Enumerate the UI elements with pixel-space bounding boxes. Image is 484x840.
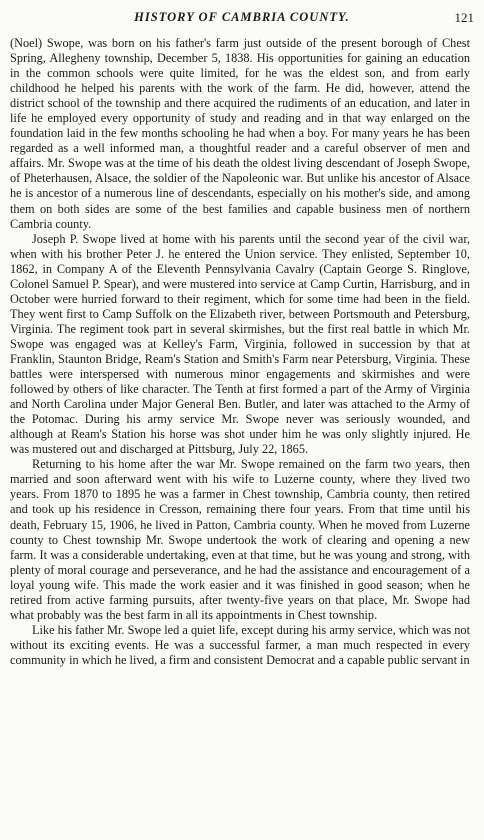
running-title: HISTORY OF CAMBRIA COUNTY. <box>134 10 350 24</box>
running-header <box>0 10 484 30</box>
paragraph: (Noel) Swope, was born on his father's farm just outside of the present borough of Chest Spring, Allegheny township, December 5, 1838. His opportunities for gaining an education in the common schools were quite limited, for he was the eldest son, and from early childhood he helped his parents with the work of the farm. He did, however, attend the district school of the township and there acquired the rudiments of an education, and later in life he employed every opportunity of study and reading and in that way enlarged on the foundation laid in the few months schooling he had when a boy. For many years he has been regarded as a well informed man, a thoughtful reader and a careful observer of men and affairs. Mr. Swope was at the time of his death the oldest living descendant of Joseph Swope, of Pheterhausen, Alsace, the soldier of the Napoleonic war. But unlike his ancestor of Alsace he is ancestor of a numerous line of descendants, especially on his mother's side, and among them on both sides are some of the best families and capable business men of northern Cambria county. <box>10 36 470 231</box>
page-number: 121 <box>454 10 474 25</box>
body-text <box>10 36 470 668</box>
paragraph: Like his father Mr. Swope led a quiet life, except during his army service, which was not without its exciting events. He was a successful farmer, a man much respected in every community in which he lived, a firm and consistent Democrat and a capable public servant in <box>10 622 470 667</box>
paragraph: Joseph P. Swope lived at home with his parents until the second year of the civil war, when with his brother Peter J. he entered the Union service. They enlisted, September 10, 1862, in Company A of the Eleventh Pennsylvania Cavalry (Captain George S. Ringlove, Colonel Samuel P. Spear), and were mustered into service at Camp Curtin, Harrisburg, and in October were hurried forward to their regiment, which for some time had been in the field. They went first to Camp Suffolk on the Elizabeth river, between Portsmouth and Petersburg, Virginia. The regiment took part in several skirmishes, but the first real battle in which Mr. Swope was engaged was at Kelley's Farm, Virginia, followed in succession by that at Franklin, Staunton Bridge, Ream's Station and Smith's Farm near Petersburg, Virginia. These battles were interspersed with numerous minor engagements and skirmishes and were followed by others of like character. The Tenth at first formed a part of the Army of Virginia and North Carolina under Major General Ben. Butler, and later was attached to the Army of the Potomac. During his army service Mr. Swope never was seriously wounded, and although at Ream's Station his horse was shot under him he was only slightly injured. He was mustered out and discharged at Pittsburg, July 22, 1865. <box>10 231 470 457</box>
paragraph: Returning to his home after the war Mr. Swope remained on the farm two years, then married and soon afterward went with his wife to Luzerne county, where they lived two years. From 1870 to 1895 he was a farmer in Chest township, Cambria county, then retired and took up his residence in Cresson, remaining there four years. From that time until his death, February 15, 1906, he lived in Patton, Cambria county. When he moved from Luzerne county to Chest township Mr. Swope undertook the work of clearing and opening a new farm. It was a considerable undertaking, even at that time, but he was young and strong, with plenty of moral courage and perseverance, and he had the assistance and encouragement of a loyal young wife. This made the work easier and it was finished in good season; when he retired from active farming pursuits, after twenty-five years on that place, Mr. Swope had what probably was the best farm in all its appointments in Chest township. <box>10 457 470 622</box>
